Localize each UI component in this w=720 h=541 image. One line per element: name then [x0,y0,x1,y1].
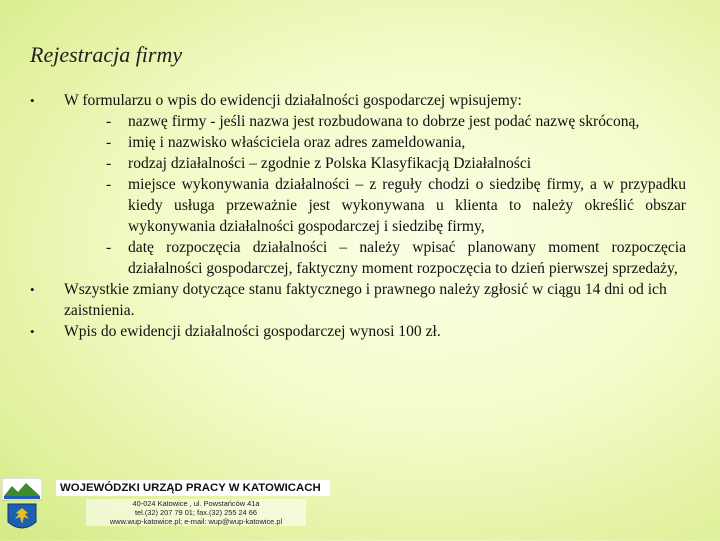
sub-item-text: imię i nazwisko właściciela oraz adres zameldowania, [128,134,466,151]
bullet-marker: • [30,93,35,108]
dash-marker: - [106,134,112,151]
sub-item-text: nazwę firmy - jeśli nazwa jest rozbudowana to dobrze jest podać nazwę skróconą, [128,113,640,130]
bullet-marker: • [30,282,35,297]
sub-item [106,132,686,153]
bullet-item [30,321,686,342]
bullet-item [30,90,686,111]
sub-item [106,111,686,132]
coat-of-arms-eagle-icon [2,478,42,536]
bullet-marker: • [30,324,35,339]
bullet-text: Wszystkie zmiany dotyczące stanu faktycznego i prawnego należy zgłosić w ciągu 14 dni od ich zaistnienia. [64,281,667,319]
org-contact [86,499,306,526]
footer-banner [0,478,330,540]
sub-item [106,153,686,174]
org-address: 40-024 Katowice , ul. Powstańców 41a [86,499,306,508]
dash-marker: - [106,239,112,256]
org-web: www.wup-katowice.pl; e-mail: wup@wup-katowice.pl [86,517,306,526]
sub-item [106,237,686,279]
slide-content [30,90,686,342]
bullet-item [30,279,686,321]
sub-item [106,174,686,237]
sub-item-text: datę rozpoczęcia działalności – należy wpisać planowany moment rozpoczęcia działalności gospodarczej, faktyczny moment rozpoczęcia to dzień pierwszej sprzedaży, [128,239,686,277]
org-phone: tel.(32) 207 79 01; fax.(32) 255 24 66 [86,508,306,517]
slide-title: Rejestracja firmy [30,42,183,67]
sub-item-text: miejsce wykonywania działalności – z reguły chodzi o siedzibę firmy, a w przypadku kiedy usługa przeważnie jest wykonywana u klienta to należy określić obszar wykonywania działalności gospodarczej i siedzibę firmy, [128,176,686,235]
dash-marker: - [106,176,112,193]
org-name: WOJEWÓDZKI URZĄD PRACY W KATOWICACH [56,480,330,496]
bullet-text: Wpis do ewidencji działalności gospodarczej wynosi 100 zł. [64,323,441,340]
sub-list [30,111,686,279]
bullet-text: W formularzu o wpis do ewidencji działalności gospodarczej wpisujemy: [64,92,522,109]
sub-item-text: rodzaj działalności – zgodnie z Polska Klasyfikacją Działalności [128,155,532,172]
dash-marker: - [106,113,112,130]
dash-marker: - [106,155,112,172]
